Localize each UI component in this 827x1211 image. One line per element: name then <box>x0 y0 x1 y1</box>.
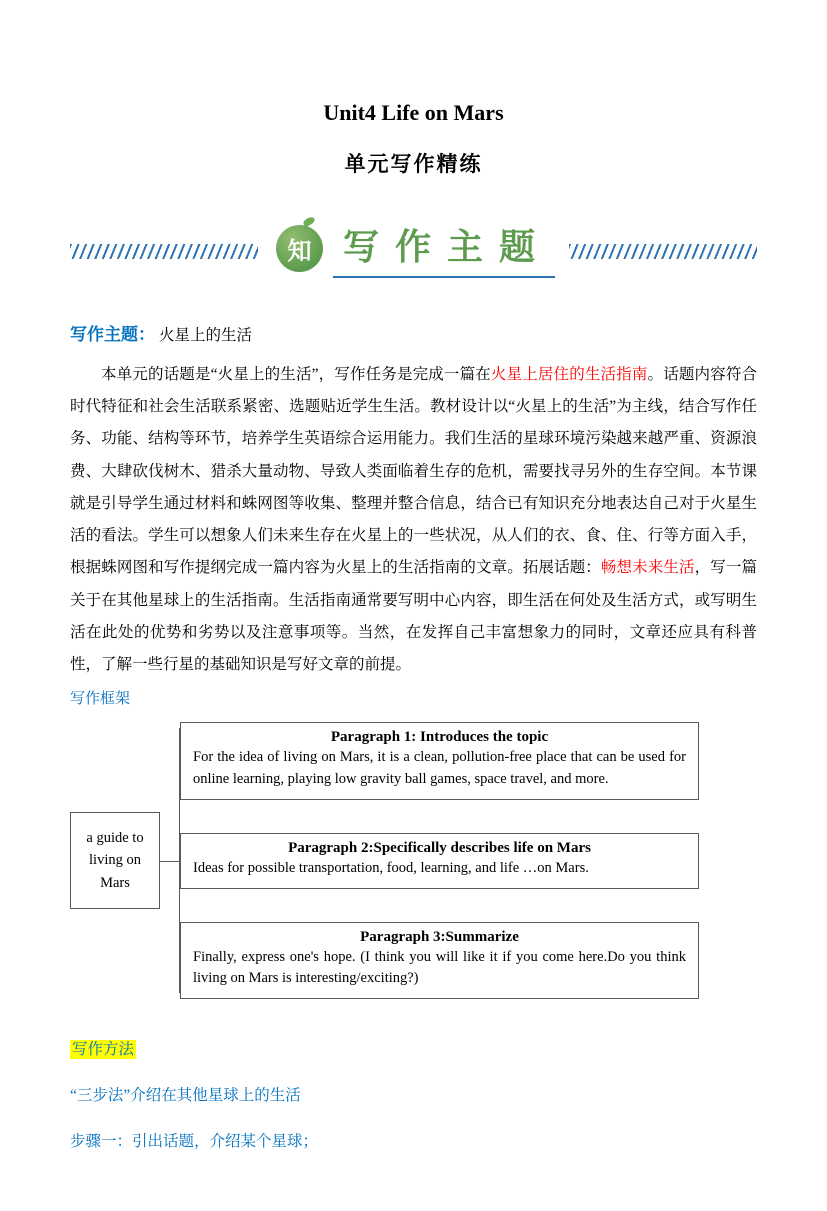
paragraph-2-body: Ideas for possible transportation, food, learning, and life …on Mars. <box>193 859 589 876</box>
method-heading-line <box>70 1037 757 1059</box>
zhi-badge-icon <box>276 225 323 272</box>
framework-diagram <box>70 722 757 999</box>
diagram-bracket-connector <box>160 722 180 999</box>
paragraph-box-2 <box>180 833 699 889</box>
paragraph-box-3 <box>180 922 699 1000</box>
section-banner <box>70 220 757 276</box>
method-line-1: “三步法”介绍在其他星球上的生活 <box>70 1087 301 1105</box>
method-line-2: 步骤一：引出话题，介绍某个星球； <box>70 1133 319 1151</box>
method-heading: 写作方法 <box>72 1041 135 1059</box>
topic-line <box>70 320 757 345</box>
hatch-left-decoration <box>70 244 258 259</box>
paragraph-1-body: For the idea of living on Mars, it is a clean, pollution-free place that can be used for online learning, playing low gravity ball games, space travel, and more. <box>193 749 686 788</box>
diagram-left-box: a guide to living on Mars <box>70 812 160 909</box>
paragraph-boxes-column <box>180 722 699 999</box>
badge-character: 知 <box>287 238 312 265</box>
paragraph-3-title: Paragraph 3:Summarize <box>360 928 519 945</box>
banner-title: 写作主题 <box>343 226 552 267</box>
banner-title-underline <box>333 219 555 278</box>
topic-label: 写作主题： <box>70 325 155 344</box>
hatch-right-decoration <box>569 244 757 259</box>
topic-value: 火星上的生活 <box>159 327 253 344</box>
leaf-icon <box>302 215 316 227</box>
unit-subtitle: 单元写作精练 <box>344 152 483 176</box>
paragraph-1-title: Paragraph 1: Introduces the topic <box>330 729 549 746</box>
paragraph-3-body: Finally, express one's hope. (I think you will like it if you come here.Do you think living on Mars is interesting/exciting?) <box>193 948 686 987</box>
paragraph-box-1 <box>180 722 699 800</box>
paragraph-2-title: Paragraph 2:Specifically describes life on Mars <box>288 839 591 856</box>
framework-label: 写作框架 <box>70 691 131 708</box>
intro-paragraph: 本单元的话题是“火星上的生活”，写作任务是完成一篇在火星上居住的生活指南。话题内容符合时代特征和社会生活联系紧密、选题贴近学生生活。教材设计以“火星上的生活”为主线，结合写作任务、功能、结构等环节，培养学生英语综合运用能力。我们生活的星球环境污染越来越严重、资源浪费、大肆砍伐树木、猎杀大量动物、导致人类面临着生存的危机，需要找寻另外的生存空间。本节课就是引导学生通过材料和蛛网图等收集、整理并整合信息，结合已有知识充分地表达自己对于火星生活的看法。学生可以想象人们未来生存在火星上的一些状况，从人们的衣、食、住、行等方面入手，根据蛛网图和写作提纲完成一篇内容为火星上的生活指南的文章。拓展话题：畅想未来生活，写一篇关于在其他星球上的生活指南。生活指南通常要写明中心内容，即生活在何处及生活方式，或写明生活在此处的优势和劣势以及注意事项等。当然，在发挥自己丰富想象力的同时，文章还应具有科普性，了解一些行星的基础知识是写好文章的前提。 <box>70 366 757 674</box>
unit-title: Unit4 Life on Mars <box>323 100 504 125</box>
